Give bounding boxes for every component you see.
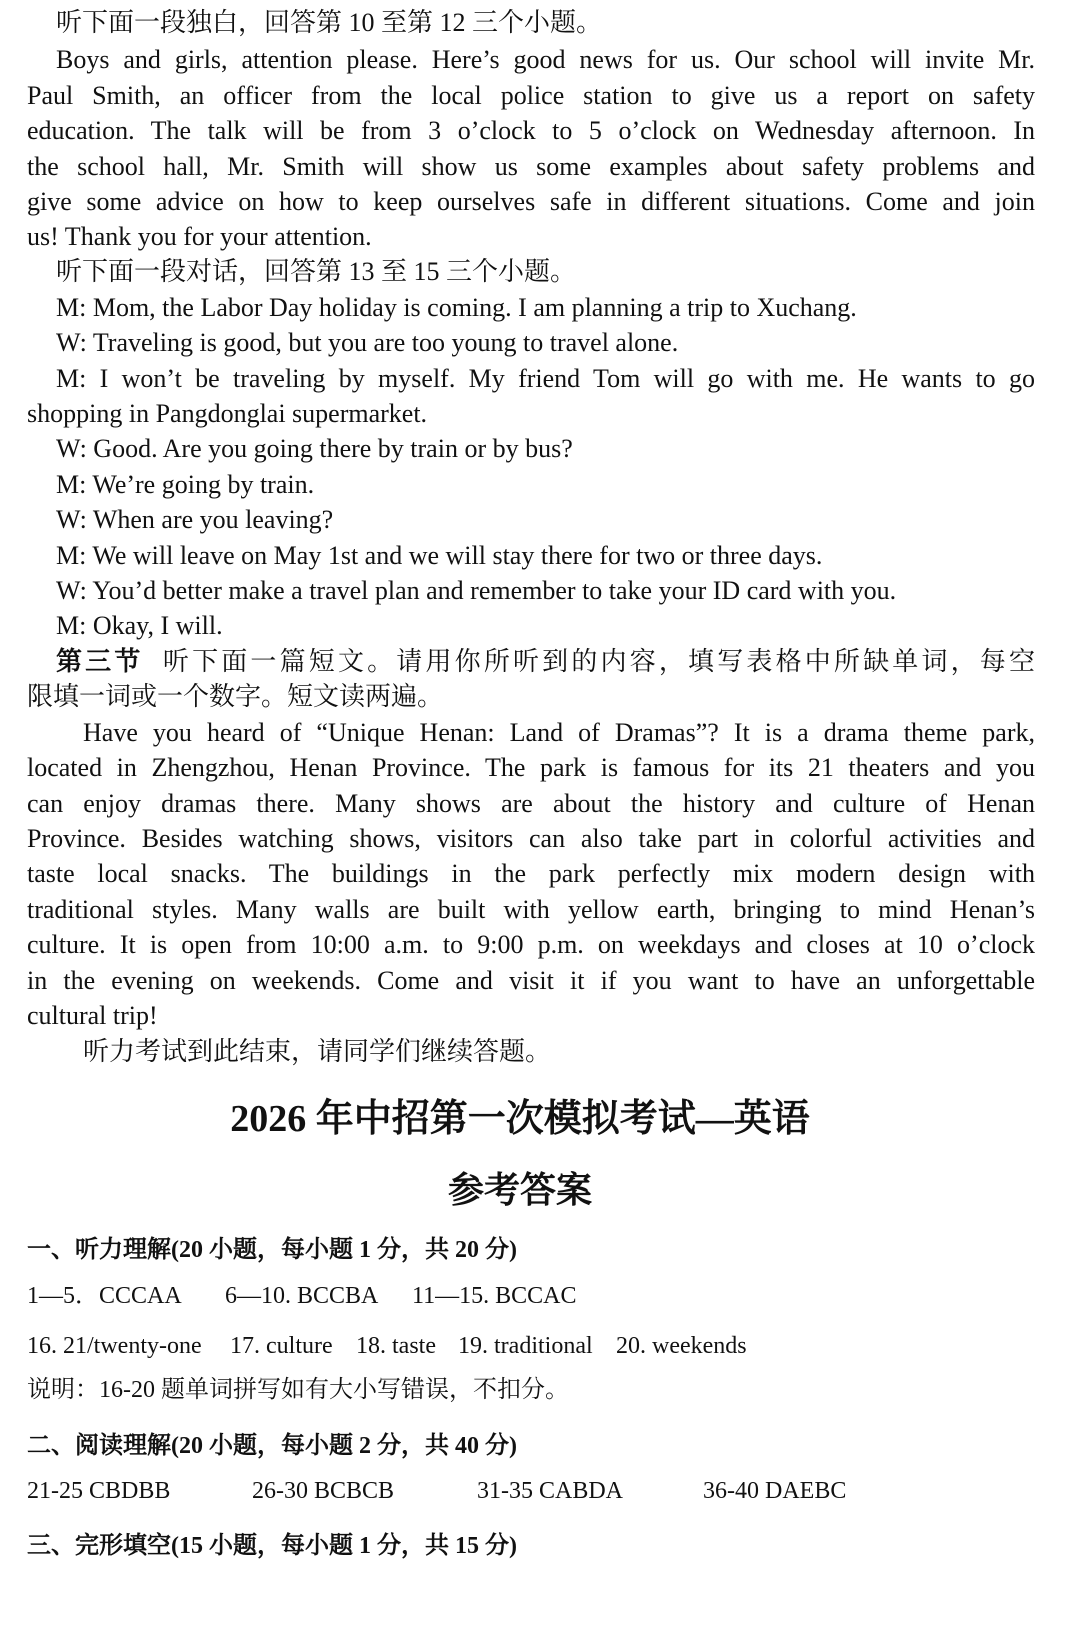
section3-instruction: [56, 645, 1035, 679]
dialogue-line: W: Good. Are you going there by train or by bus?: [56, 434, 573, 463]
dialogue-line: M: Okay, I will.: [56, 611, 223, 640]
dialogue-line: W: Traveling is good, but you are too young to travel alone.: [56, 328, 679, 357]
end-note: 听力考试到此结束，请同学们继续答题。: [83, 1037, 552, 1066]
dialogue-line: M: Mom, the Labor Day holiday is coming. I am planning a trip to Xuchang.: [56, 293, 857, 322]
page-subtitle: 参考答案: [447, 1170, 592, 1210]
answer-item: 18. taste: [356, 1333, 436, 1359]
section3-instruction-text: 听下面一篇短文。请用你所听到的内容，填写表格中所缺单词，每空: [162, 647, 1035, 676]
passage-line: Have you heard of “Unique Henan: Land of Dramas”? It is a drama theme park,: [83, 718, 1035, 747]
answer-group: 11—15. BCCAC: [412, 1283, 577, 1309]
monologue-line: the school hall, Mr. Smith will show us some examples about safety problems and: [27, 152, 1035, 181]
section1-note: 说明：16-20 题单词拼写如有大小写错误，不扣分。: [27, 1377, 569, 1403]
passage-line: cultural trip!: [27, 1001, 158, 1030]
dialogue-line: W: When are you leaving?: [56, 505, 334, 534]
dialogue-line: M: We’re going by train.: [56, 470, 315, 499]
dialogue-line: M: I won’t be traveling by myself. My friend Tom will go with me. He wants to go: [56, 364, 1035, 393]
answer-group: 6—10. BCCBA: [225, 1283, 379, 1309]
monologue-line: Boys and girls, attention please. Here’s good news for us. Our school will invite Mr.: [56, 45, 1035, 74]
monologue-line: education. The talk will be from 3 o’clock to 5 o’clock on Wednesday afternoon. In: [27, 116, 1035, 145]
passage-line: culture. It is open from 10:00 a.m. to 9:00 p.m. on weekdays and closes at 10 o’clock: [27, 930, 1035, 959]
answer-item: 19. traditional: [458, 1333, 593, 1359]
monologue-line: give some advice on how to keep ourselves safe in different situations. Come and join: [27, 187, 1035, 216]
section3-instruction-cont: 限填一词或一个数字。短文读两遍。: [27, 682, 444, 711]
dialogue-instruction: 听下面一段对话，回答第 13 至 15 三个小题。: [56, 257, 577, 286]
passage-line: traditional styles. Many walls are built with yellow earth, bringing to mind Henan’s: [27, 895, 1035, 924]
passage-line: taste local snacks. The buildings in the park perfectly mix modern design with: [27, 859, 1035, 888]
dialogue-line: shopping in Pangdonglai supermarket.: [27, 399, 428, 428]
passage-line: Province. Besides watching shows, visitors can also take part in colorful activities and: [27, 824, 1035, 853]
monologue-line: Paul Smith, an officer from the local police station to give us a report on safety: [27, 81, 1035, 110]
answer-group: 36-40 DAEBC: [703, 1478, 847, 1504]
dialogue-line: W: You’d better make a travel plan and remember to take your ID card with you.: [56, 576, 897, 605]
dialogue-line: M: We will leave on May 1st and we will stay there for two or three days.: [56, 541, 823, 570]
page-title: 2026 年中招第一次模拟考试—英语: [230, 1098, 810, 1140]
passage-line: located in Zhengzhou, Henan Province. The park is famous for its 21 theaters and you: [27, 753, 1035, 782]
answer-item: 17. culture: [230, 1333, 333, 1359]
answer-item: 20. weekends: [616, 1333, 747, 1359]
section1-heading: 一、听力理解(20 小题，每小题 1 分，共 20 分): [27, 1237, 517, 1263]
section2-heading: 二、阅读理解(20 小题，每小题 2 分，共 40 分): [27, 1433, 517, 1459]
monologue-instruction: 听下面一段独白，回答第 10 至第 12 三个小题。: [56, 8, 603, 37]
answer-group: 26-30 BCBCB: [252, 1478, 395, 1504]
answer-group: 31-35 CABDA: [477, 1478, 624, 1504]
answer-group: 1—5．CCCAA: [27, 1283, 182, 1309]
section3-heading: 三、完形填空(15 小题，每小题 1 分，共 15 分): [27, 1533, 517, 1559]
answer-item: 16. 21/twenty-one: [27, 1333, 202, 1359]
section3-label: 第三节: [56, 647, 144, 676]
passage-line: in the evening on weekends. Come and visit it if you want to have an unforgettable: [27, 966, 1035, 995]
answer-group: 21-25 CBDBB: [27, 1478, 171, 1504]
monologue-line: us! Thank you for your attention.: [27, 222, 372, 251]
passage-line: can enjoy dramas there. Many shows are about the history and culture of Henan: [27, 789, 1035, 818]
